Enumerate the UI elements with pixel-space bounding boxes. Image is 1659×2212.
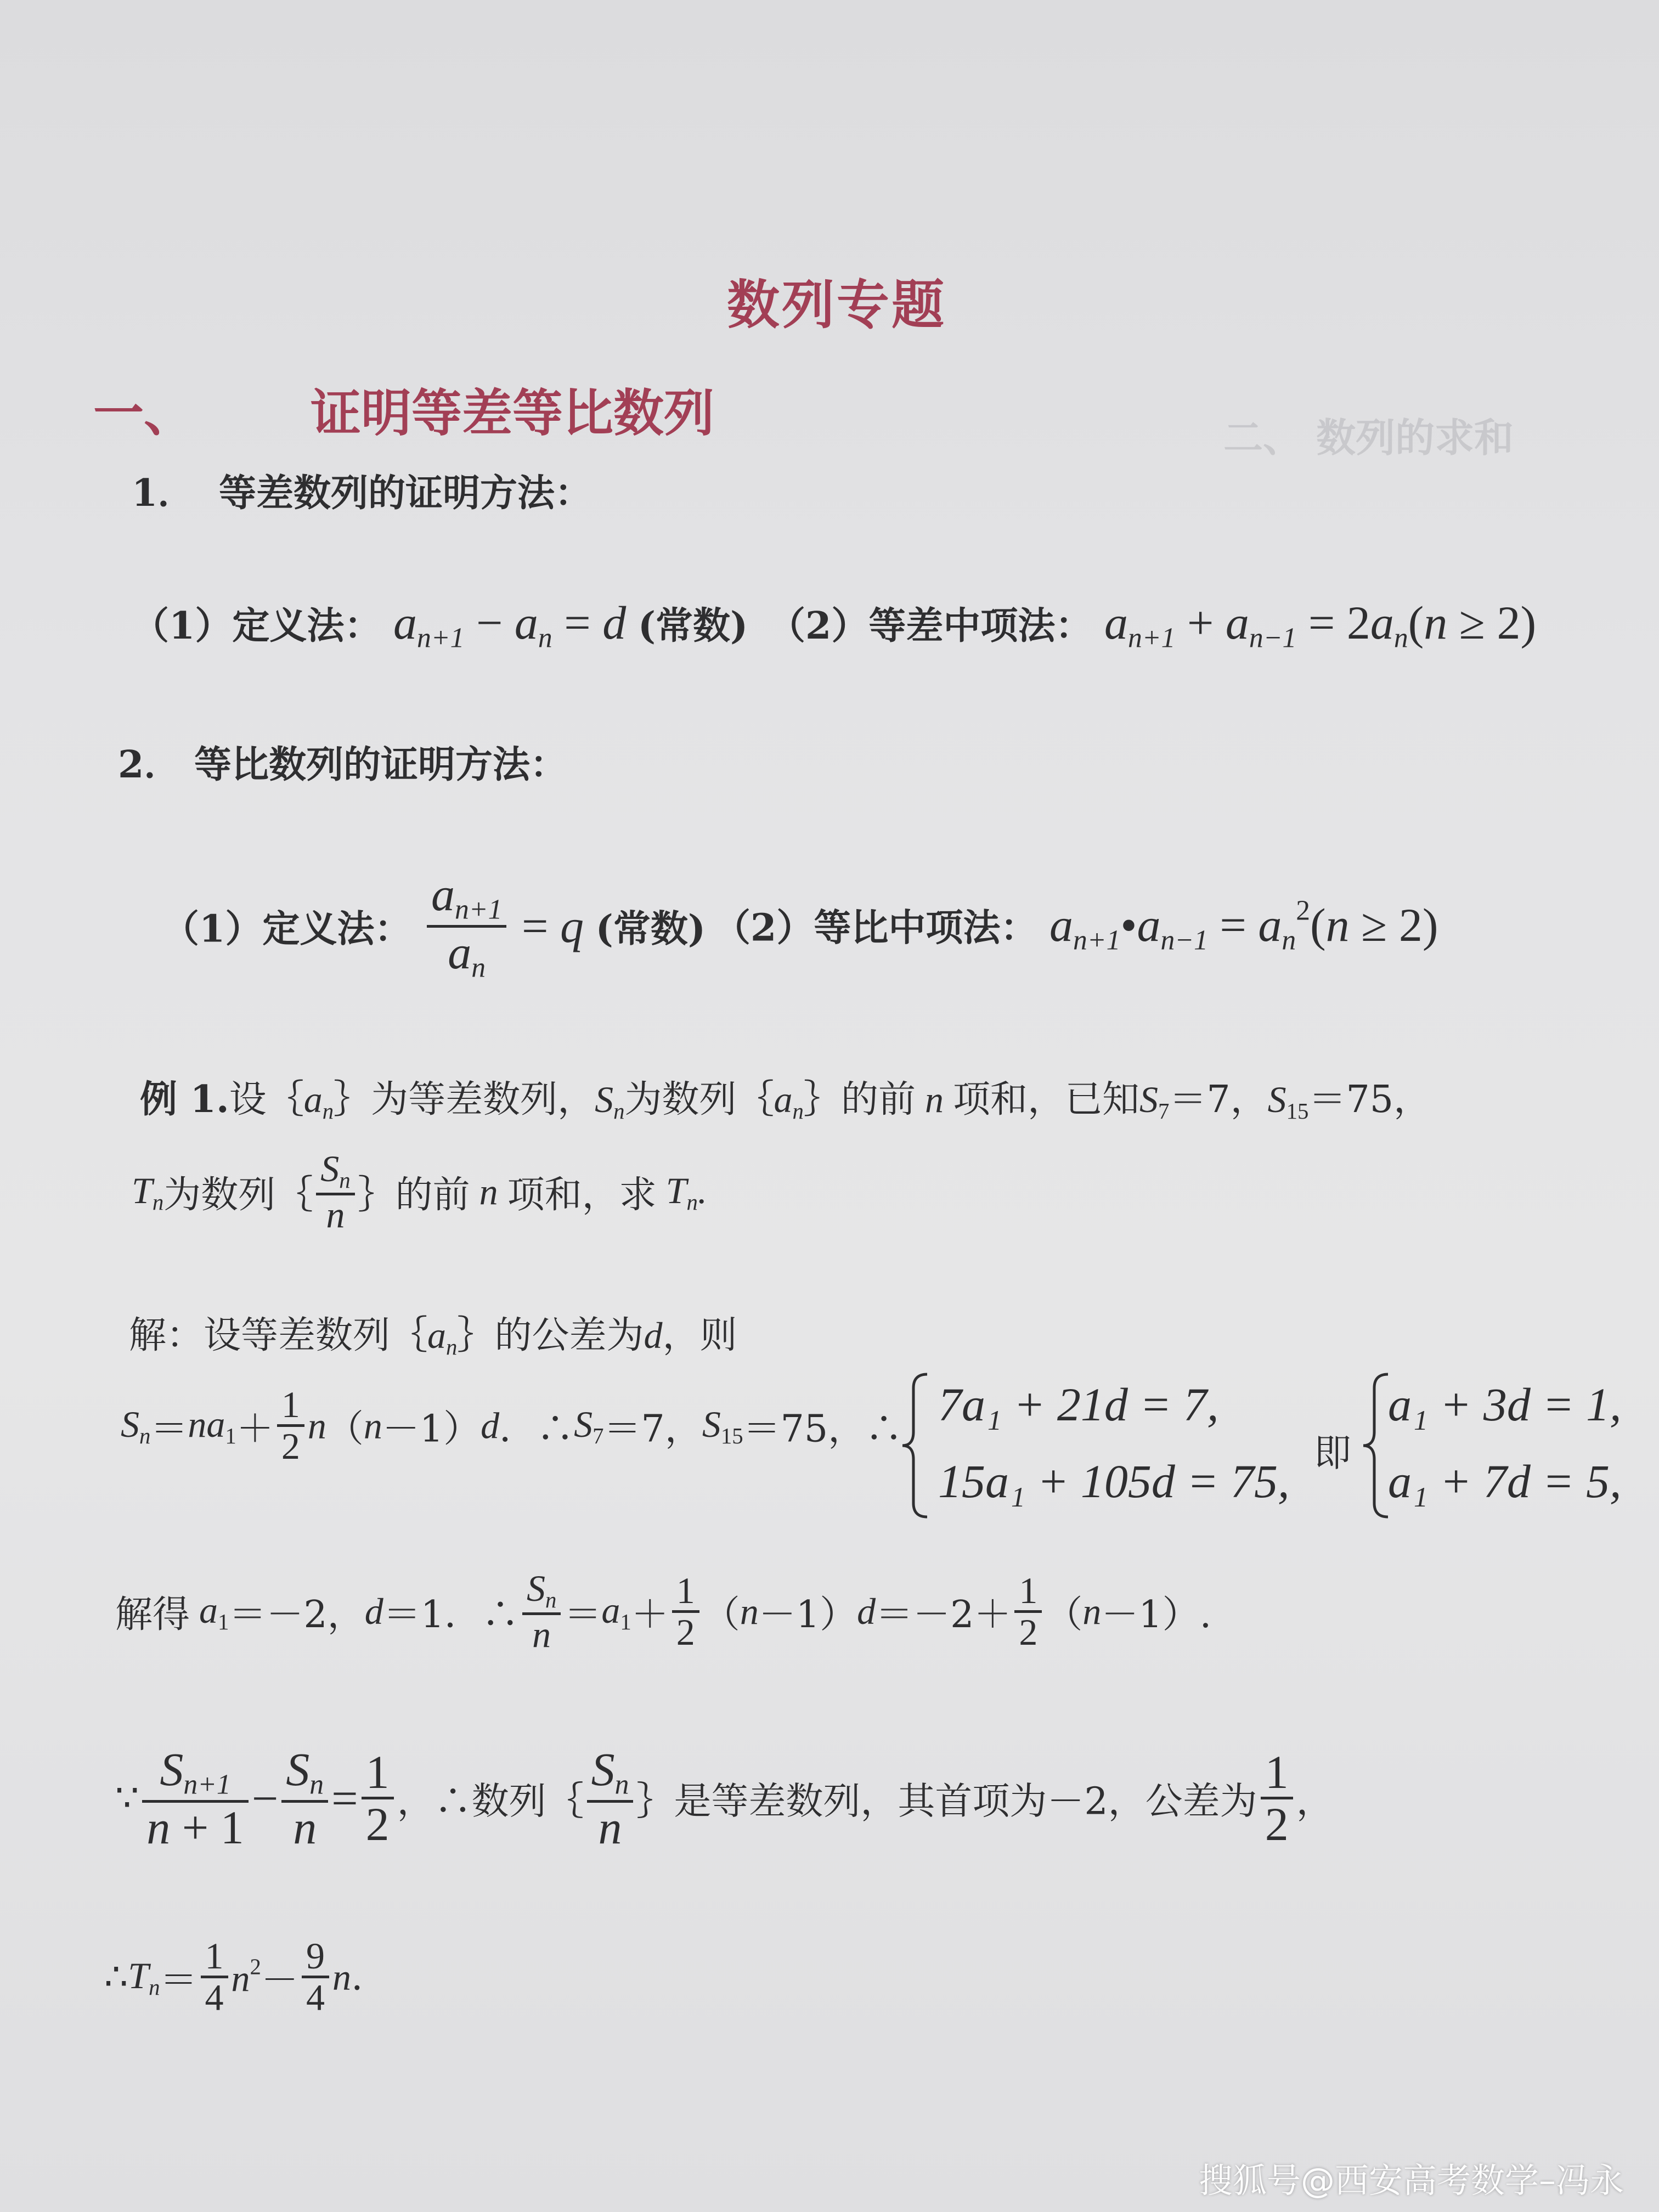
item2-heading — [118, 735, 567, 788]
solution-l2-d: ．∴ — [499, 1407, 574, 1451]
seq-an-2: $a_n$ — [774, 1079, 804, 1124]
seq-an-3: $a_n$ — [427, 1314, 458, 1360]
example1-line2 — [132, 1149, 707, 1234]
ji-word: 即 — [1314, 1432, 1352, 1475]
page-title: 数列专题 — [727, 274, 946, 336]
solution-l5-b: ＝ — [160, 1959, 198, 2002]
example1-line2-b: ｝的前 — [358, 1173, 470, 1217]
var-n-2: n — [470, 1171, 507, 1213]
item1-method1-label: （1）定义法： — [132, 604, 382, 648]
solution-l3-f: （ — [702, 1593, 740, 1637]
item1-method1-note: (常数) — [637, 604, 748, 648]
a1-2: $a_1$ — [601, 1589, 631, 1634]
var-n: n — [915, 1079, 953, 1120]
frac-sn1-over-n1: $\frac{S_{n+1}}{n + 1}$ — [142, 1745, 249, 1852]
s15: $S_{15}$ — [1267, 1079, 1309, 1124]
tn-final: $T_n$ — [128, 1954, 160, 2000]
item2-method1-note: (常数) — [595, 907, 706, 951]
frac-half-1: $\frac{1}{2}$ — [277, 1385, 304, 1466]
example1-text-c: 为数列｛ — [624, 1078, 774, 1121]
example1-text-e: 项和，已知 — [952, 1078, 1139, 1121]
var-n-4: n — [363, 1404, 382, 1447]
frac-sn-over-n-4: $\frac{S_n}{n}$ — [587, 1745, 634, 1852]
watermark: 搜狐号@西安高考数学–冯永 — [1199, 2160, 1624, 2200]
frac-sn-over-n: $\frac{S_n}{n}$ — [316, 1149, 354, 1234]
formula-arith-def: $a_{n+1} - a_n = d$ — [393, 596, 627, 654]
solution-line1 — [129, 1306, 737, 1360]
s7-2: $S_7$ — [574, 1403, 604, 1448]
var-d: d — [644, 1314, 663, 1356]
example1-text-b: ｝为等差数列， — [334, 1078, 595, 1121]
na1: $na_1$ — [188, 1403, 236, 1448]
frac-quarter: $\frac{1}{4}$ — [201, 1937, 228, 2018]
left-brace-1 — [900, 1372, 933, 1520]
solution-line3 — [115, 1569, 1211, 1654]
frac-nine-quarters: $\frac{9}{4}$ — [302, 1937, 329, 2018]
solution-l3-b: ＝－2， — [229, 1593, 365, 1637]
item1-heading — [132, 464, 592, 517]
solution-l5-a: ∴ — [104, 1955, 128, 1999]
system1-row1: 7a₁ + 21d = 7, — [938, 1378, 1219, 1431]
system2-row1: a₁ + 3d = 1, — [1388, 1378, 1622, 1431]
example1-text-a: 设｛ — [229, 1078, 304, 1121]
solution-l3-a: 解得 — [115, 1593, 190, 1637]
var-n-6: n — [1082, 1590, 1102, 1633]
solution-line2 — [121, 1385, 902, 1466]
example1-line1 — [140, 1070, 1431, 1124]
formula-arith-mid: $a_{n+1} + a_{n-1} = 2a_n(n \ge 2)$ — [1104, 596, 1537, 654]
item1-method1 — [132, 595, 748, 654]
bleed-through-text: 二、 数列的求和 — [1223, 414, 1514, 461]
item2-method1 — [162, 870, 706, 983]
item1-method2 — [768, 595, 1536, 654]
frac-sn-over-n-2: $\frac{S_n}{n}$ — [522, 1569, 561, 1654]
frac-half-3: $\frac{1}{2}$ — [1014, 1571, 1042, 1652]
system2-row2: a₁ + 7d = 5, — [1388, 1455, 1622, 1508]
solution-l4-c: ｝是等差数列，其首项为－2，公差为 — [636, 1780, 1257, 1824]
var-d-2: d — [481, 1404, 500, 1447]
sum-tn-2: $T_n$. — [656, 1169, 707, 1215]
item2-label: 2． — [118, 743, 182, 787]
item1-label: 1． — [132, 471, 195, 515]
seq-an: $a_n$ — [303, 1079, 334, 1124]
solution-l2-e: ＝7， — [603, 1407, 702, 1451]
frac-half-4: $\frac{1}{2}$ — [362, 1747, 394, 1849]
solution-l5-d: . — [351, 1955, 363, 1999]
example1-line2-a: 为数列｛ — [163, 1173, 313, 1217]
solution-line5 — [104, 1937, 363, 2018]
solution-l2-b: （ — [326, 1407, 364, 1451]
s7: $S_7$ — [1139, 1079, 1170, 1124]
item1-text: 等差数列的证明方法： — [219, 471, 592, 515]
item2-method2 — [713, 894, 1438, 956]
frac-half-2: $\frac{1}{2}$ — [672, 1571, 699, 1652]
sn-expr: $S_n$ — [121, 1403, 151, 1448]
formula-geo-mid: $a_{n+1}•a_{n-1} = a_n^2(n \ge 2)$ — [1049, 895, 1438, 956]
solution-l3-i: （ — [1045, 1593, 1083, 1637]
example1-text-d: ｝的前 — [803, 1078, 916, 1121]
solution-l3-j: －1）. — [1101, 1593, 1212, 1637]
formula-geo-def-q: = q — [522, 900, 584, 953]
s7-value: ＝7， — [1169, 1078, 1268, 1121]
section-title: 证明等差等比数列 — [311, 383, 715, 443]
solution-l3-g: －1） — [758, 1593, 857, 1637]
frac-half-5: $\frac{1}{2}$ — [1261, 1747, 1293, 1849]
var-n-3: n — [307, 1404, 326, 1447]
system1-row2: 15a₁ + 105d = 75, — [938, 1455, 1290, 1508]
solution-l4-b: ，∴数列｛ — [397, 1780, 584, 1824]
solution-l1-b: ｝的公差为 — [457, 1314, 644, 1357]
var-n-5: n — [740, 1590, 759, 1633]
solution-l3-h: ＝－2＋ — [876, 1593, 1012, 1637]
solution-l1-a: 设等差数列｛ — [204, 1314, 428, 1357]
frac-sn-over-n-3: $\frac{S_n}{n}$ — [281, 1745, 328, 1852]
solution-l2-a: ＝ — [150, 1407, 188, 1451]
sum-tn: $T_n$ — [132, 1169, 164, 1215]
item2-method1-label: （1）定义法： — [162, 907, 412, 951]
item2-text: 等比数列的证明方法： — [194, 743, 568, 787]
item2-method2-label: （2）等比中项法： — [713, 906, 1038, 950]
example1-label: 例 1. — [140, 1077, 229, 1121]
solution-l4-d: ， — [1296, 1780, 1334, 1824]
a1: $a_1$ — [190, 1589, 229, 1634]
var-n-7: n — [332, 1956, 351, 1998]
solution-line4 — [115, 1745, 1334, 1852]
item1-method2-label: （2）等差中项法： — [768, 604, 1093, 648]
var-d-3: d — [364, 1590, 383, 1633]
solution-l3-e: ＋ — [631, 1593, 669, 1637]
solution-label: 解： — [129, 1314, 204, 1357]
formula-geo-def-frac: $\frac{a_{n+1}}{a_n}$ — [427, 870, 506, 983]
solution-l5-c: － — [261, 1959, 298, 2002]
sum-sn: $S_n$ — [595, 1079, 625, 1124]
equals-sign: = — [331, 1771, 358, 1825]
s15-value: ＝75， — [1308, 1078, 1431, 1121]
solution-l3-d: ＝ — [564, 1593, 602, 1637]
plus-sign: ＋ — [236, 1408, 274, 1450]
solution-l2-f: ＝75，∴ — [743, 1407, 903, 1451]
solution-l3-c: ＝1．∴ — [383, 1593, 519, 1637]
minus-sign: − — [251, 1771, 279, 1825]
s15-2: $S_{15}$ — [702, 1403, 743, 1448]
var-d-4: d — [857, 1590, 876, 1633]
section-heading — [93, 373, 714, 445]
example1-line2-c: 项和，求 — [507, 1173, 657, 1217]
solution-l4-a: ∵ — [115, 1776, 139, 1820]
n-squared: $n^2$ — [231, 1954, 261, 2000]
section-number: 一、 — [93, 383, 195, 443]
solution-l2-c: －1） — [382, 1407, 481, 1451]
solution-l1-c: ，则 — [662, 1314, 737, 1357]
